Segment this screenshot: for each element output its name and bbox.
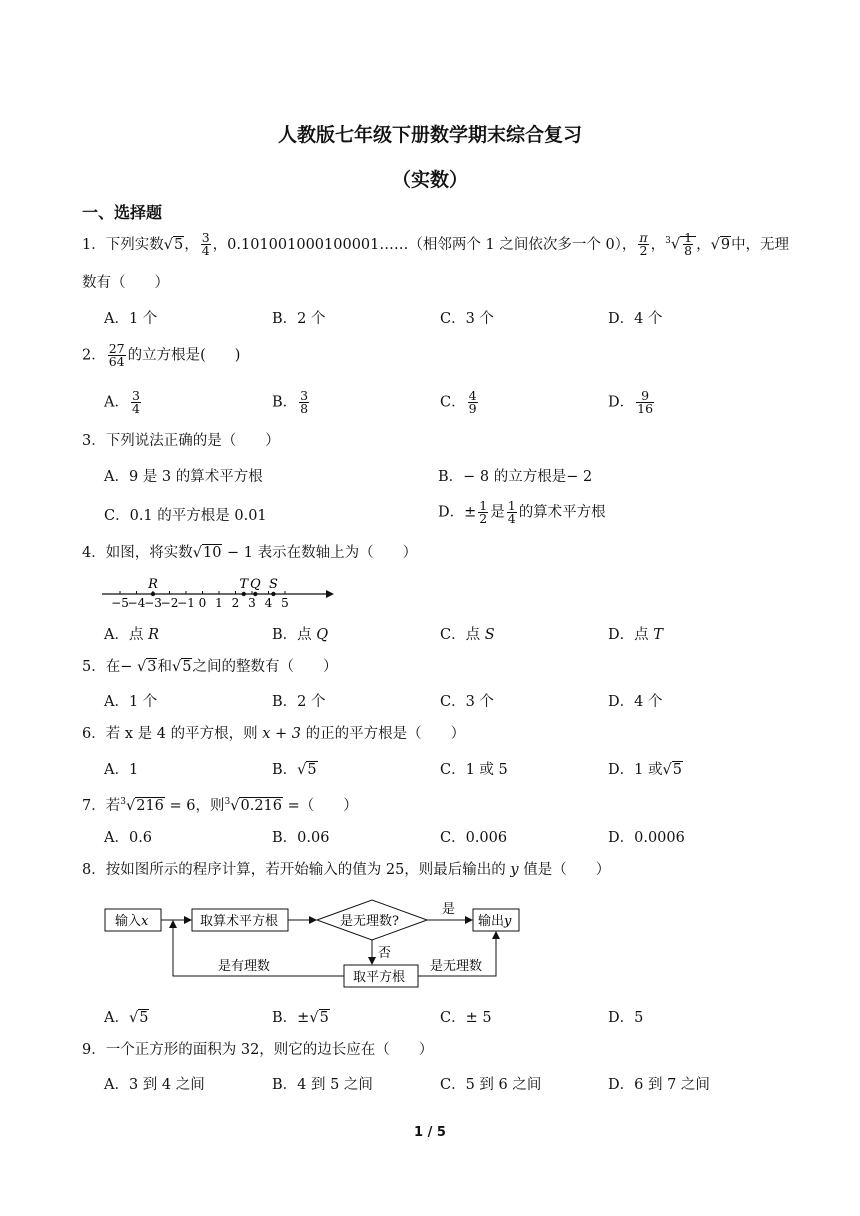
question-9: 9．一个正方形的面积为 32，则它的边长应在（ ） <box>82 1042 434 1058</box>
option-a[interactable]: A．1 个 <box>104 311 158 327</box>
option-a[interactable]: A．点 R <box>104 627 160 643</box>
point-label: Q <box>249 577 261 592</box>
svg-text:是无理数: 是无理数 <box>430 959 483 974</box>
document-subtitle: （实数） <box>391 169 468 191</box>
option-b[interactable]: B．2 个 <box>272 311 326 327</box>
tick-label: 5 <box>281 596 289 610</box>
cube-root-1-8: √ $\frac{1}{8}$ <box>671 232 696 257</box>
question-1: 1．下列实数√5， $\frac{3}{4}$ ，0.101001000100001……（相邻两个 1 之间依次多一个 0）， $\frac{\pi}{2}$ ，$^3$√ $\frac{1}{8}$ ，√9中，无理 <box>82 230 790 259</box>
tick-label: 1 <box>215 596 223 610</box>
tick-label: −3 <box>144 596 162 610</box>
svg-text:是无理数?: 是无理数? <box>340 914 399 929</box>
option-c[interactable]: C．± 5 <box>440 1010 492 1026</box>
option-d[interactable]: D．0.0006 <box>608 830 685 846</box>
question-9-options <box>104 1073 804 1094</box>
option-d[interactable]: D． $\frac{9}{16}$ <box>608 388 654 416</box>
question-6-options <box>104 758 804 779</box>
tick-label: −2 <box>160 596 179 610</box>
question-8-options <box>104 1006 804 1027</box>
option-b[interactable]: B．±√5 <box>272 1010 329 1026</box>
option-a[interactable]: A．√5 <box>104 1010 149 1026</box>
option-b[interactable]: B．√5 <box>272 762 317 778</box>
option-a[interactable]: A．9 是 3 的算术平方根 <box>104 469 263 485</box>
tick-label: 4 <box>264 596 273 610</box>
point-T <box>242 592 246 596</box>
sqrt-9: √9 <box>710 236 731 253</box>
svg-text:是: 是 <box>442 902 456 917</box>
option-d[interactable]: D．4 个 <box>608 694 663 710</box>
tick-label: −1 <box>177 596 195 610</box>
question-1-line2: 数有（ ） <box>82 275 169 291</box>
question-3: 3．下列说法正确的是（ ） <box>82 433 280 449</box>
svg-text:输入x: 输入x <box>115 914 149 929</box>
option-a[interactable]: A．0.6 <box>104 830 153 846</box>
option-b[interactable]: B．2 个 <box>272 694 326 710</box>
document-title: 人教版七年级下册数学期末综合复习 <box>277 124 582 146</box>
option-b[interactable]: B．− 8 的立方根是− 2 <box>438 469 593 485</box>
point-label: R <box>148 577 158 592</box>
question-3-options-row2 <box>104 500 804 525</box>
option-c[interactable]: C．1 或 5 <box>440 762 508 778</box>
option-c[interactable]: C．3 个 <box>440 311 494 327</box>
question-1-options <box>104 307 804 328</box>
svg-text:输出y: 输出y <box>478 914 512 929</box>
flowchart <box>100 896 520 992</box>
section-heading: 一、选择题 <box>82 203 163 222</box>
question-5: 5．在− √3和√5之间的整数有（ ） <box>82 659 338 675</box>
option-b[interactable]: B． $\frac{3}{8}$ <box>272 388 309 416</box>
option-c[interactable]: C．点 S <box>440 627 495 643</box>
option-d[interactable]: D．4 个 <box>608 311 663 327</box>
question-4: 4．如图，将实数√10 − 1 表示在数轴上为（ ） <box>82 545 418 561</box>
tick-label: 0 <box>198 596 207 610</box>
question-5-options <box>104 690 804 711</box>
option-a[interactable]: A． $\frac{3}{4}$ <box>104 388 140 416</box>
question-7-options <box>104 826 804 847</box>
tick-label: −4 <box>127 596 146 610</box>
point-S <box>271 592 275 596</box>
tick-label: −5 <box>111 596 129 610</box>
tick-label: 2 <box>231 596 240 610</box>
svg-text:取算术平方根: 取算术平方根 <box>200 914 279 929</box>
svg-text:是有理数: 是有理数 <box>218 959 271 974</box>
question-2: 2． $\frac{27}{64}$ 的立方根是( ) <box>82 341 241 369</box>
question-7: 7．若$^3$√216 = 6，则$^3$√0.216 =（ ） <box>82 797 358 814</box>
option-c[interactable]: C．3 个 <box>440 694 494 710</box>
question-2-options <box>104 390 804 415</box>
option-d[interactable]: D．1 或√5 <box>608 762 682 778</box>
option-a[interactable]: A．1 个 <box>104 694 158 710</box>
option-d[interactable]: D．± $\frac{1}{2}$ 是 $\frac{1}{4}$ 的算术平方根 <box>438 498 606 526</box>
sqrt-5: √5 <box>163 236 184 253</box>
page-number: 1 / 5 <box>414 1125 446 1140</box>
option-c[interactable]: C．0.006 <box>440 830 508 846</box>
option-b[interactable]: B．0.06 <box>272 830 330 846</box>
svg-text:否: 否 <box>378 946 392 961</box>
option-c[interactable]: C．0.1 的平方根是 0.01 <box>104 508 267 524</box>
fraction-3-4: $\frac{3}{4}$ <box>201 230 210 259</box>
question-4-options <box>104 623 804 644</box>
option-c[interactable]: C．5 到 6 之间 <box>440 1077 542 1093</box>
fraction-pi-2: $\frac{\pi}{2}$ <box>639 230 648 259</box>
option-b[interactable]: B．4 到 5 之间 <box>272 1077 373 1093</box>
svg-text:取平方根: 取平方根 <box>353 970 406 985</box>
point-R <box>151 592 155 596</box>
tick-label: 3 <box>248 596 256 610</box>
question-6: 6．若 x 是 4 的平方根，则 x + 3 的正的平方根是（ ） <box>82 726 466 742</box>
option-a[interactable]: A．1 <box>104 762 139 778</box>
option-d[interactable]: D．点 T <box>608 627 663 643</box>
question-8: 8．按如图所示的程序计算，若开始输入的值为 25，则最后输出的 y 值是（ ） <box>82 862 611 878</box>
point-label: S <box>268 577 278 592</box>
option-d[interactable]: D．5 <box>608 1010 644 1026</box>
option-b[interactable]: B．点 Q <box>272 627 329 643</box>
option-a[interactable]: A．3 到 4 之间 <box>104 1077 205 1093</box>
option-d[interactable]: D．6 到 7 之间 <box>608 1077 710 1093</box>
option-c[interactable]: C． $\frac{4}{9}$ <box>440 388 477 416</box>
point-Q <box>253 592 257 596</box>
point-label: T <box>239 577 249 592</box>
number-line <box>98 570 338 612</box>
question-3-options-row1 <box>104 465 804 486</box>
